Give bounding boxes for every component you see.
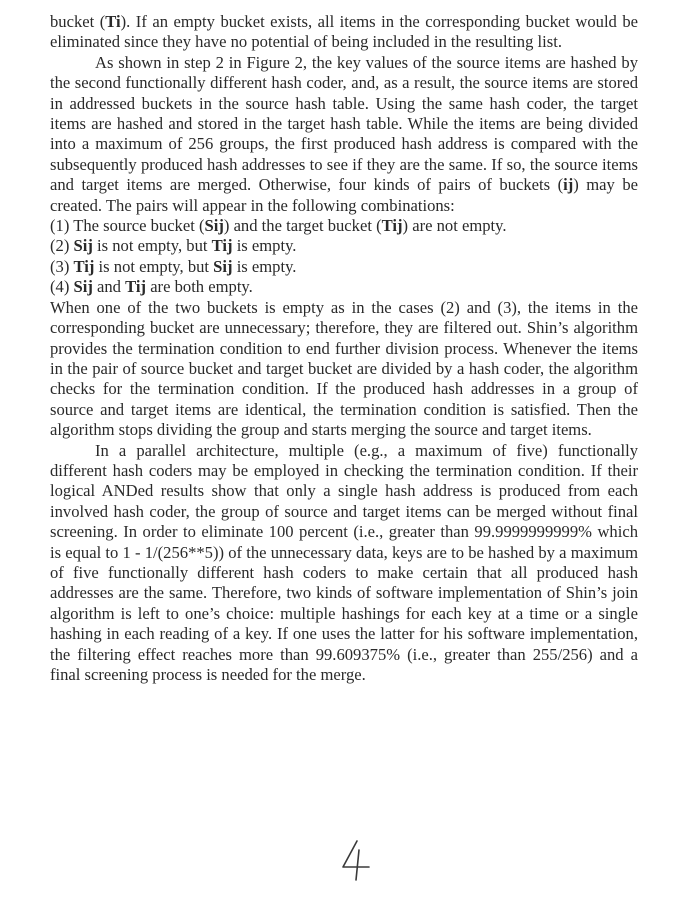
handwritten-page-number <box>338 838 378 882</box>
list-item-1: (1) The source bucket (Sij) and the target bucket (Tij) are not empty. <box>50 216 507 236</box>
list-item-4: (4) Sij and Tij are both empty. <box>50 277 253 297</box>
list-item-3: (3) Tij is not empty, but Sij is empty. <box>50 256 297 276</box>
paragraph-2: As shown in step 2 in Figure 2, the key values of the source items are hashed by the second functionally different hash coder, and, as a result, the source items are stored in addressed buckets in the source hash table. Using the same hash coder, the target items are hashed and stored in the target hash table. While the items are being divided into a maximum of 256 groups, the first produced hash address is compared with the subsequently produced hash addresses to see if they are the same. If so, the source items and target items are merged. Otherwise, four kinds of pairs of buckets (ij) may be created. The pairs will appear in the following combinations: <box>50 52 638 215</box>
list-item-2: (2) Sij is not empty, but Tij is empty. <box>50 236 297 256</box>
document-page <box>50 12 638 685</box>
paragraph-4: In a parallel architecture, multiple (e.g., a maximum of five) functionally different hash coders may be employed in checking the termination condition. If their logical ANDed results show that only a single hash address is produced from each involved hash coder, the group of source and target items can be merged without final screening. In order to eliminate 100 percent (i.e., greater than 99.9999999999% which is equal to 1 - 1/(256**5)) of the unnecessary data, keys are to be hashed by a maximum of five functionally different hash coders to make certain that all produced hash addresses are the same. Therefore, two kinds of software implementation of Shin’s join algorithm is left to one’s choice: multiple hashings for each key at a time or a single hashing in each reading of a key. If one uses the latter for his software implementation, the filtering effect reaches more than 99.609375% (i.e., greater than 255/256) and a final screening process is needed for the merge. <box>50 440 638 684</box>
paragraph-1: bucket (Ti). If an empty bucket exists, all items in the corresponding bucket would be eliminated since they have no potential of being included in the resulting list. <box>50 12 638 52</box>
paragraph-3: When one of the two buckets is empty as in the cases (2) and (3), the items in the corresponding bucket are unnecessary; therefore, they are filtered out. Shin’s algorithm provides the termination condition to end further division process. Whenever the items in the pair of source bucket and target bucket are divided by a hash coder, the algorithm checks for the termination condition. If the produced hash addresses in a group of source and target items are identical, the termination condition is satisfied. Then the algorithm stops dividing the group and starts merging the source and target items. <box>50 297 638 440</box>
